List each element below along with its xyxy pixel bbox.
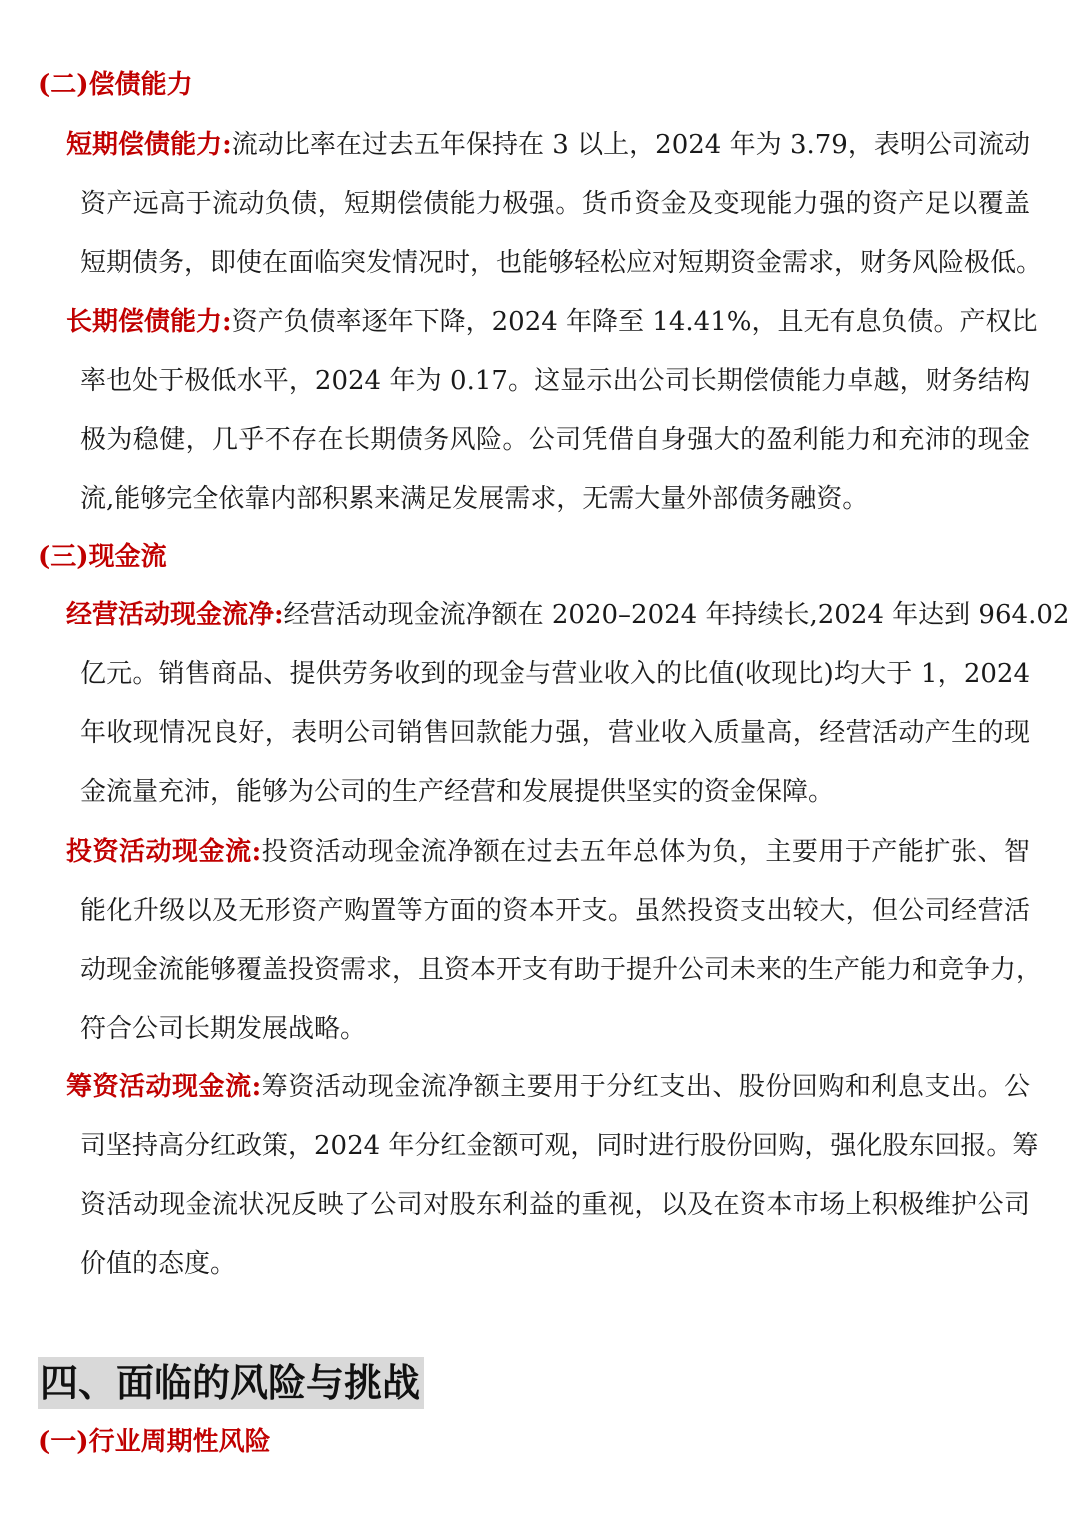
paragraph-text: 资产负债率逐年下降，2024 年降至 14.41%，且无有息负债。产权比 [231, 307, 1038, 337]
paragraph-line: 资活动现金流状况反映了公司对股东利益的重视，以及在资本市场上积极维护公司 [80, 1190, 1030, 1220]
paragraph-line [66, 116, 1030, 175]
paragraph-line: 价值的态度。 [80, 1249, 237, 1279]
paragraph-lead: 经营活动现金流净: [66, 600, 284, 630]
paragraph-line: 流,能够完全依靠内部积累来满足发展需求，无需大量外部债务融资。 [80, 484, 869, 514]
paragraph-text: 筹资活动现金流净额主要用于分红支出、股份回购和利息支出。公 [261, 1072, 1030, 1102]
paragraph-line: 金流量充沛，能够为公司的生产经营和发展提供坚实的资金保障。 [80, 777, 835, 807]
paragraph-line [66, 823, 1030, 882]
paragraph-line: 极为稳健，几乎不存在长期债务风险。公司凭借自身强大的盈利能力和充沛的现金 [80, 425, 1030, 455]
paragraph-line: 短期债务，即使在面临突发情况时，也能够轻松应对短期资金需求，财务风险极低。 [80, 248, 1043, 278]
paragraph-line: 资产远高于流动负债，短期偿债能力极强。货币资金及变现能力强的资产足以覆盖 [80, 189, 1030, 219]
paragraph-investing-cashflow [66, 823, 1043, 1059]
paragraph-line: 亿元。销售商品、提供劳务收到的现金与营业收入的比值(收现比)均大于 1，2024 [80, 659, 1030, 689]
paragraph-text: 经营活动现金流净额在 2020–2024 年持续长,2024 年达到 964.02 [283, 600, 1070, 630]
paragraph-line [66, 586, 1070, 645]
heading-cashflow: (三)现金流 [38, 542, 167, 572]
paragraph-line: 动现金流能够覆盖投资需求，且资本开支有助于提升公司未来的生产能力和竞争力， [80, 955, 1043, 985]
paragraph-lead: 短期偿债能力: [66, 130, 232, 160]
heading-industry-cycle-risk: (一)行业周期性风险 [38, 1427, 271, 1457]
paragraph-operating-cashflow [66, 586, 1070, 822]
paragraph-lead: 长期偿债能力: [66, 307, 232, 337]
heading-risks: 四、面临的风险与挑战 [38, 1357, 424, 1409]
paragraph-lead: 投资活动现金流: [66, 837, 262, 867]
paragraph-line: 符合公司长期发展战略。 [80, 1014, 367, 1044]
paragraph-line: 年收现情况良好，表明公司销售回款能力强，营业收入质量高，经营活动产生的现 [80, 718, 1030, 748]
paragraph-line: 司坚持高分红政策，2024 年分红金额可观，同时进行股份回购，强化股东回报。筹 [80, 1131, 1039, 1161]
heading-solvency: (二)偿债能力 [38, 70, 193, 100]
paragraph-long-term-solvency [66, 293, 1038, 529]
paragraph-lead: 筹资活动现金流: [66, 1072, 262, 1102]
paragraph-text: 投资活动现金流净额在过去五年总体为负，主要用于产能扩张、智 [261, 837, 1030, 867]
paragraph-line [66, 293, 1038, 352]
paragraph-line: 能化升级以及无形资产购置等方面的资本开支。虽然投资支出较大，但公司经营活 [80, 896, 1030, 926]
paragraph-short-term-solvency [66, 116, 1043, 293]
paragraph-financing-cashflow [66, 1058, 1039, 1294]
paragraph-line [66, 1058, 1030, 1117]
paragraph-line: 率也处于极低水平，2024 年为 0.17。这显示出公司长期偿债能力卓越，财务结构 [80, 366, 1030, 396]
paragraph-text: 流动比率在过去五年保持在 3 以上，2024 年为 3.79，表明公司流动 [231, 130, 1030, 160]
